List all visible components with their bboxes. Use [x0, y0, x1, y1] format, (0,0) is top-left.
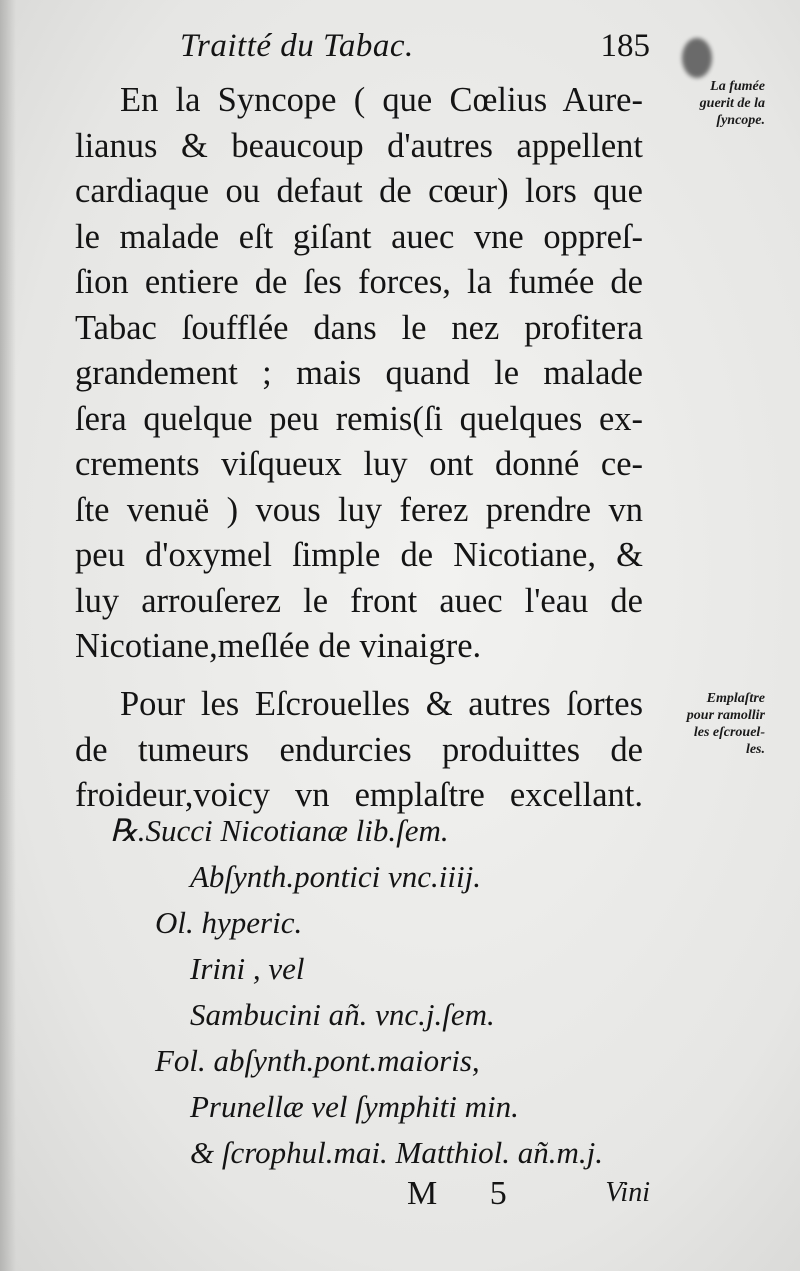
text-line: En la Syncope ( que Cœlius Aure-: [120, 81, 643, 119]
margin-note-line: ſyncope.: [716, 113, 765, 128]
paragraph-escrouelles: [75, 682, 643, 819]
paragraph-syncope: [75, 78, 643, 670]
text-line: le malade eſt giſant auec vne oppreſ-: [75, 217, 643, 256]
margin-note-line: les.: [745, 742, 765, 757]
ink-stain: [682, 38, 712, 78]
recipe-line: Sambucini añ. vnc.j.ſem.: [190, 997, 495, 1032]
page-footer: [395, 1175, 650, 1215]
text-line: crements viſqueux luy ont donné ce-: [75, 445, 643, 483]
recipe-line: & ſcrophul.mai. Matthiol. añ.m.j.: [190, 1135, 604, 1170]
text-line: Tabac ſoufflée dans le nez profitera: [75, 308, 643, 347]
margin-note-line: les eſcrouel-: [693, 725, 765, 740]
margin-note-line: La fumée: [710, 79, 765, 94]
text-line: peu d'oxymel ſimple de Nicotiane, &: [75, 536, 643, 574]
text-line: Pour les Eſcrouelles & autres ſortes: [120, 685, 643, 723]
text-line: Nicotiane,meſlée de vinaigre.: [75, 627, 482, 665]
text-line: de tumeurs endurcies produittes de: [75, 730, 643, 769]
text-line: ſte venuë ) vous luy ferez prendre vn: [75, 490, 643, 529]
margin-note-line: guerit de la: [699, 96, 765, 111]
margin-note-line: Emplaſtre: [706, 691, 765, 706]
text-line: ſion entiere de ſes forces, la fumée de: [75, 263, 643, 301]
signature-mark: M 5: [407, 1175, 529, 1212]
margin-note-line: pour ramollir: [686, 708, 765, 723]
recipe-line: Irini , vel: [190, 951, 305, 986]
recipe-line: Abſynth.pontici vnc.iiij.: [190, 859, 481, 894]
text-line: luy arrouſerez le front auec l'eau de: [75, 581, 643, 620]
recipe-line: Ol. hyperic.: [155, 905, 303, 940]
page-number: 185: [600, 28, 650, 64]
text-line: froideur,voicy vn emplaſtre excellant.: [75, 776, 643, 814]
running-title: Traitté du Tabac.: [180, 28, 414, 64]
page-gutter-shadow: [0, 0, 16, 1271]
recipe-line: Prunellæ vel ſymphiti min.: [190, 1089, 519, 1124]
text-line: lianus & beaucoup d'autres appellent: [75, 126, 643, 165]
recipe-line: ℞.Succi Nicotianæ lib.ſem.: [110, 813, 449, 848]
page-header: [180, 28, 650, 72]
text-line: grandement ; mais quand le malade: [75, 354, 643, 392]
recipe-block: [110, 808, 670, 1176]
recipe-line: Fol. abſynth.pont.maioris,: [155, 1043, 480, 1078]
margin-note-emplastre: [645, 690, 765, 758]
catchword: Vini: [605, 1177, 650, 1208]
margin-note-syncope: [645, 78, 765, 129]
text-line: ſera quelque peu remis(ſi quelques ex-: [75, 399, 643, 438]
text-line: cardiaque ou defaut de cœur) lors que: [75, 172, 643, 210]
